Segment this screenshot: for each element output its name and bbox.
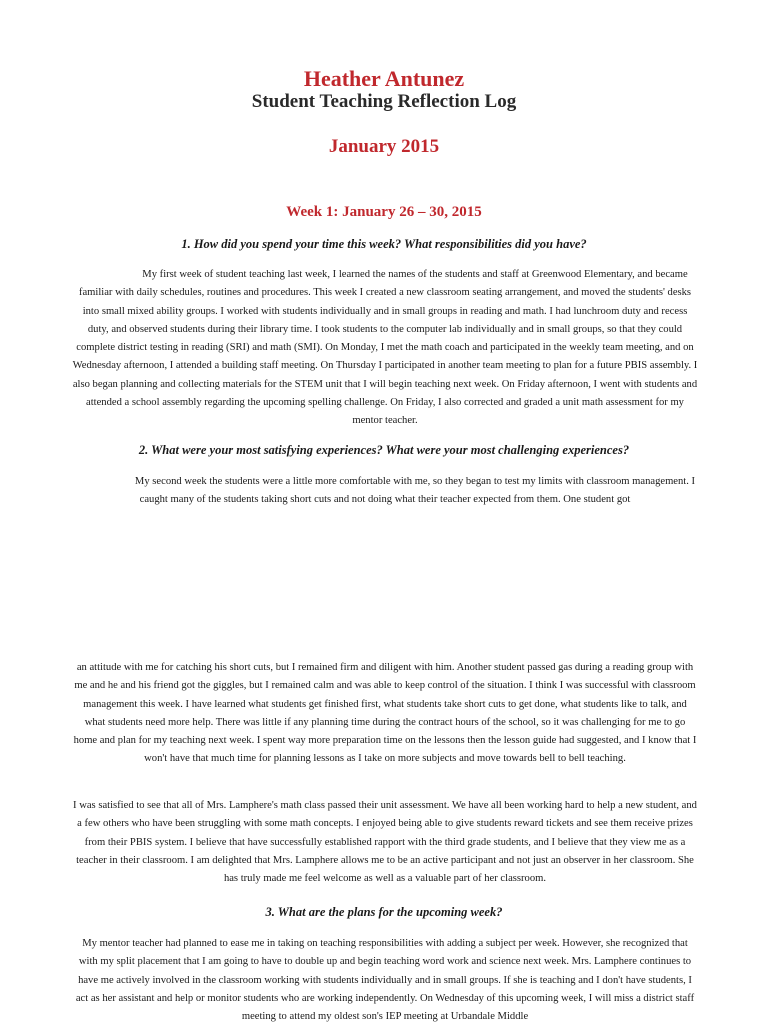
week-heading: Week 1: January 26 – 30, 2015: [286, 204, 482, 220]
answer-2-text-start: My second week the students were a little more comfortable with me, so they began to test my limits with classroom management. I caught many of the students taking short cuts and not doing what their teacher expected from them. One student got: [134, 476, 696, 506]
answer-3-paragraph: My mentor teacher had planned to ease me in taking on teaching responsibilities with adding a subject per week. However, she recognized that with my split placement that I am going to have to double up and begin teaching word work and science next week. Mrs. Lamphere continues to have me actively involved in the classroom working with students individually and in small groups. If she is teaching and I don't have students, I act as her assistant and help or monitor students who are working independently. On Wednesday of this upcoming week, I will miss a district staff meeting to attend my oldest son's IEP meeting at Urbandale Middle: [75, 938, 695, 1023]
question-2: 2. What were your most satisfying experiences? What were your most challenging experiences?: [138, 443, 630, 457]
answer-1-paragraph: [72, 266, 698, 431]
question-1: 1. How did you spend your time this week? What responsibilities did you have?: [181, 237, 587, 251]
answer-2-paragraph-continued: an attitude with me for catching his short cuts, but I remained firm and diligent with him. Another student passed gas during a reading group with me and he and his friend got the giggles, but I remained calm and was able to keep control of the situation. I think I was successful with classroom management this week. I have learned what students get finished first, what students take short cuts to get done, what students like to talk, and what students need more help. There was little if any planning time during the contract hours of the school, so it was challenging for me to go home and plan for my teaching next week. I spent way more preparation time on the lessons then the lesson guide had suggested, and I know that I won't have that much time for planning lessons as I take on more subjects and move towards bell to bell teaching.: [73, 662, 697, 765]
question-3: 3. What are the plans for the upcoming week?: [265, 905, 503, 919]
month-heading: January 2015: [328, 136, 440, 157]
answer-2-paragraph-satisfying: I was satisfied to see that all of Mrs. Lamphere's math class passed their unit assessment. We have all been working hard to help a new student, and a few others who have been struggling with some math concepts. I enjoyed being able to give students reward tickets and see them receive prizes from their PBIS system. I believe that have successfully established rapport with the third grade students, and I believe that they view me as a teacher in their classroom. I am delighted that Mrs. Lamphere allows me to be an active participant and not just an observer in her classroom. She has truly made me feel welcome as well as a valuable part of her classroom.: [73, 800, 697, 885]
document-title: Student Teaching Reflection Log: [251, 91, 517, 112]
author-name: Heather Antunez: [303, 66, 465, 91]
answer-1-text: My first week of student teaching last week, I learned the names of the students and staff at Greenwood Elementary, and became familiar with daily schedules, routines and procedures. This week I created a new classroom seating arrangement, and moved the students' desks into small mixed ability groups. I worked with students individually and in small groups in reading and math. I had lunchroom duty and recess duty, and observed students during their library time. I took students to the computer lab individually and in small groups, so that they could complete district testing in reading (SRI) and math (SMI). On Monday, I met the math coach and participated in the weekly team meeting, and on Wednesday afternoon, I attended a building staff meeting. On Thursday I participated in another team meeting to plan for a future PBIS assembly. I also began planning and collecting materials for the STEM unit that I will begin teaching next week. On Friday afternoon, I went with students and attended a school assembly regarding the upcoming spelling challenge. On Friday, I also corrected and graded a unit math assessment for my mentor teacher.: [72, 269, 698, 427]
answer-2-paragraph-start: [72, 473, 698, 510]
